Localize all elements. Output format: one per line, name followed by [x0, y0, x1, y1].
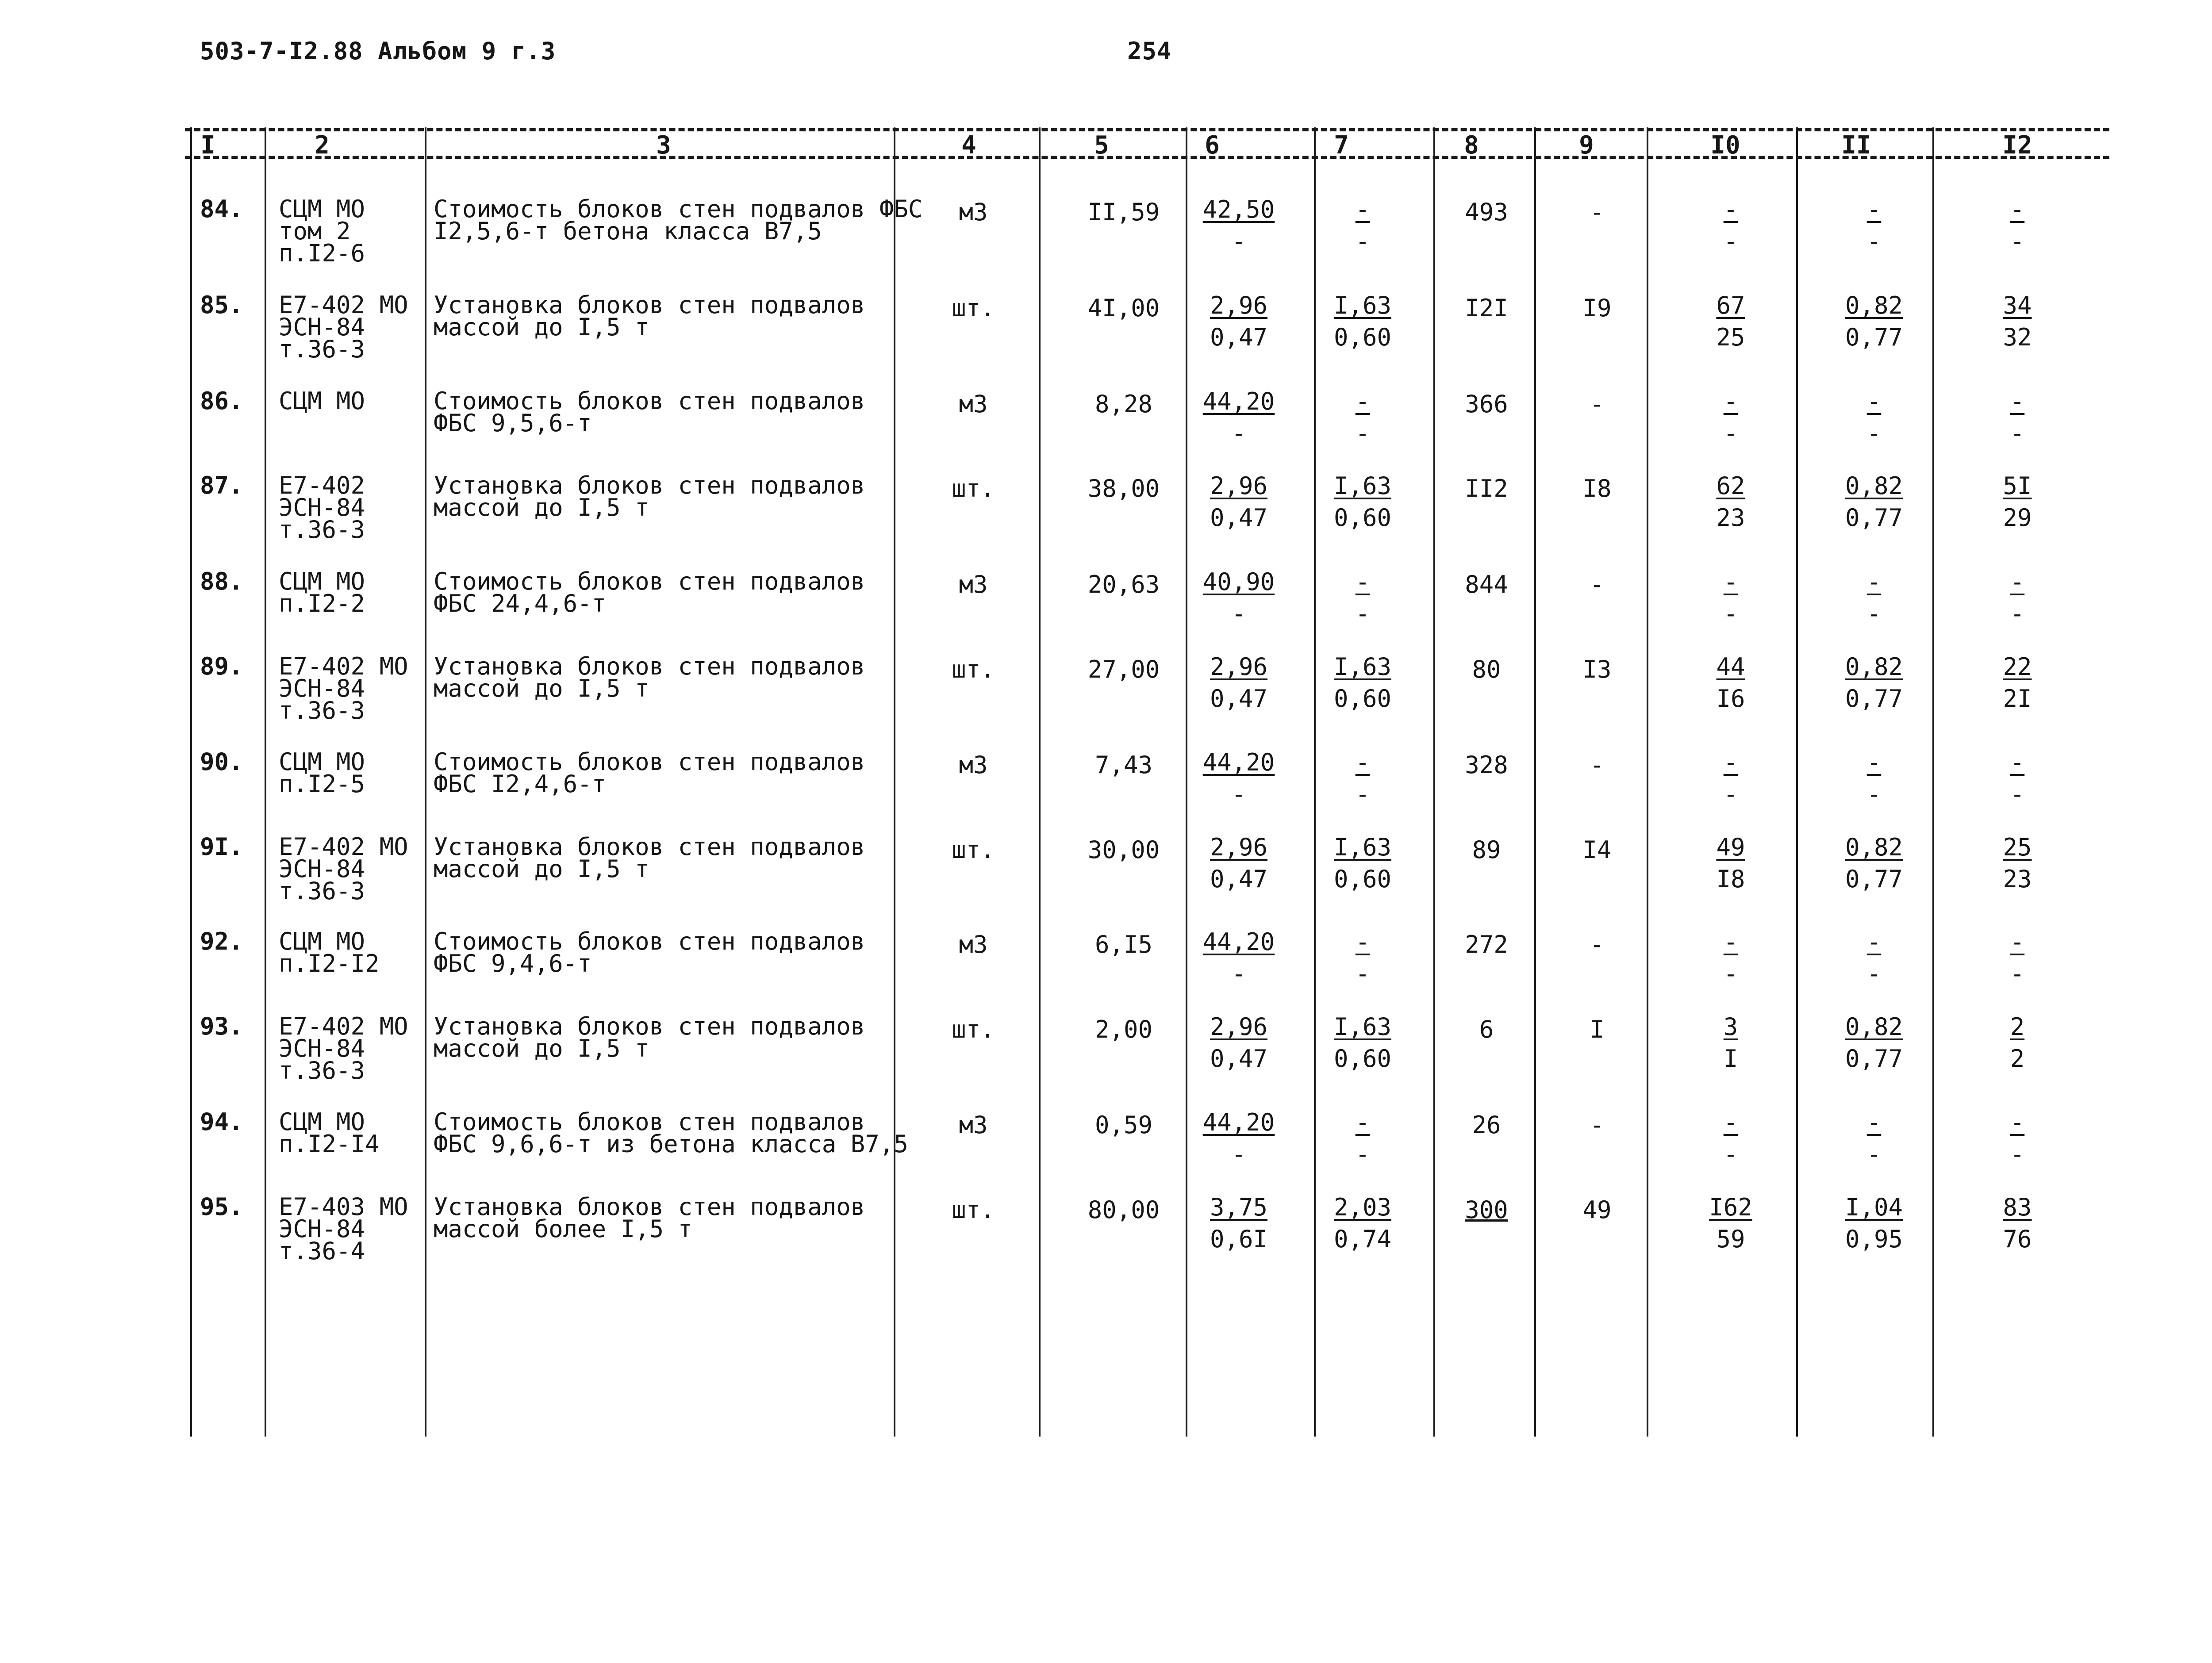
- fraction-numerator: -: [1866, 1108, 1882, 1136]
- fraction-denominator: -: [2010, 960, 2025, 988]
- quantity: 6,I5: [1094, 931, 1153, 958]
- column-separator: [1796, 127, 1798, 1437]
- fraction-c12: [1960, 569, 2075, 627]
- quantity: 38,00: [1087, 475, 1160, 502]
- fraction-denominator: -: [1723, 780, 1738, 808]
- fraction-denominator: 0,60: [1333, 323, 1392, 351]
- fraction-denominator: 2I: [2003, 685, 2032, 713]
- fraction-c11: [1816, 654, 1932, 712]
- fraction-numerator: 0,82: [1845, 472, 1903, 500]
- document-code: 503-7-I2.88 Альбом 9 г.3: [200, 37, 556, 65]
- fraction-denominator: 0,60: [1333, 1045, 1392, 1073]
- fraction-numerator: 44,20: [1202, 1108, 1275, 1136]
- fraction-c7: [1305, 388, 1420, 447]
- fraction-denominator: -: [2010, 1140, 2025, 1168]
- fraction-denominator: -: [1355, 960, 1370, 988]
- fraction-denominator: 32: [2003, 323, 2032, 351]
- fraction-denominator: -: [1723, 960, 1738, 988]
- fraction-numerator: -: [1723, 195, 1738, 223]
- fraction-numerator: 44,20: [1202, 928, 1275, 956]
- norm-reference: СЦМ МО п.I2-5: [279, 748, 365, 798]
- wages: -: [1590, 931, 1605, 958]
- row-number: 84.: [200, 195, 243, 223]
- fraction-denominator: 0,95: [1845, 1225, 1903, 1253]
- fraction-c6: [1181, 196, 1296, 255]
- row-number: 90.: [200, 748, 243, 776]
- wages: I9: [1582, 294, 1612, 322]
- fraction-c10: [1673, 654, 1788, 712]
- row-number: 9I.: [200, 833, 243, 861]
- work-description: Установка блоков стен подвалов массой до I,5 т: [434, 291, 865, 341]
- norm-reference: Е7-402 МО ЭСН-84 т.36-3: [279, 1012, 408, 1084]
- fraction-numerator: -: [2010, 568, 2025, 596]
- fraction-c6: [1181, 1194, 1296, 1253]
- fraction-c12: [1960, 834, 2075, 893]
- work-description: Стоимость блоков стен подвалов ФБС 24,4,6-т: [434, 567, 865, 617]
- fraction-numerator: 44: [1716, 653, 1745, 681]
- fraction-numerator: 49: [1716, 833, 1745, 861]
- fraction-c6: [1181, 1014, 1296, 1072]
- quantity: II,59: [1087, 198, 1160, 226]
- fraction-c11: [1816, 473, 1932, 531]
- fraction-c12: [1960, 1109, 2075, 1168]
- fraction-denominator: -: [1866, 1140, 1882, 1168]
- quantity: 30,00: [1087, 836, 1160, 864]
- fraction-denominator: -: [2010, 227, 2025, 255]
- fraction-denominator: 23: [1716, 504, 1745, 532]
- fraction-c7: [1305, 196, 1420, 255]
- norm-reference: Е7-403 МО ЭСН-84 т.36-4: [279, 1193, 408, 1265]
- fraction-c7: [1305, 1109, 1420, 1168]
- header-rule: [185, 128, 2109, 131]
- wages: I4: [1582, 836, 1612, 864]
- fraction-c7: [1305, 1014, 1420, 1072]
- total-cost: 80: [1472, 655, 1501, 683]
- fraction-numerator: 2,96: [1210, 291, 1268, 319]
- norm-reference: СЦМ МО: [279, 387, 365, 415]
- total-cost: 89: [1472, 836, 1501, 864]
- fraction-numerator: 3,75: [1210, 1193, 1268, 1221]
- fraction-c6: [1181, 569, 1296, 627]
- column-separator: [190, 127, 192, 1437]
- fraction-denominator: 0,77: [1845, 865, 1903, 893]
- fraction-numerator: 62: [1716, 472, 1745, 500]
- column-number: 6: [1205, 131, 1220, 160]
- fraction-c7: [1305, 654, 1420, 712]
- fraction-denominator: 0,77: [1845, 323, 1903, 351]
- fraction-numerator: -: [1866, 568, 1882, 596]
- fraction-numerator: 67: [1716, 291, 1745, 319]
- fraction-numerator: -: [1866, 387, 1882, 415]
- fraction-c7: [1305, 834, 1420, 893]
- column-number: I2: [2002, 131, 2032, 160]
- unit-of-measure: м3: [959, 1111, 988, 1139]
- fraction-c7: [1305, 1194, 1420, 1253]
- fraction-numerator: -: [1723, 387, 1738, 415]
- fraction-c12: [1960, 929, 2075, 987]
- norm-reference: СЦМ МО п.I2-I4: [279, 1108, 380, 1158]
- fraction-c10: [1673, 929, 1788, 987]
- fraction-denominator: 0,77: [1845, 1045, 1903, 1073]
- fraction-c10: [1673, 569, 1788, 627]
- fraction-denominator: 2: [2010, 1045, 2025, 1073]
- fraction-denominator: 0,77: [1845, 685, 1903, 713]
- norm-reference: СЦМ МО п.I2-2: [279, 567, 365, 617]
- fraction-denominator: -: [2010, 419, 2025, 447]
- fraction-c11: [1816, 1109, 1932, 1168]
- column-separator: [265, 127, 266, 1437]
- fraction-c6: [1181, 749, 1296, 808]
- fraction-c11: [1816, 196, 1932, 255]
- wages: 49: [1582, 1196, 1612, 1224]
- work-description: Установка блоков стен подвалов массой более I,5 т: [434, 1193, 865, 1243]
- header-rule: [185, 156, 2109, 159]
- total-cost: 272: [1465, 931, 1508, 958]
- fraction-numerator: -: [1355, 748, 1370, 776]
- norm-reference: Е7-402 МО ЭСН-84 т.36-3: [279, 833, 408, 905]
- unit-of-measure: м3: [959, 390, 988, 418]
- fraction-c10: [1673, 1014, 1788, 1072]
- fraction-denominator: -: [1231, 227, 1246, 255]
- fraction-numerator: I,63: [1333, 653, 1392, 681]
- fraction-denominator: -: [1355, 780, 1370, 808]
- fraction-denominator: -: [1723, 419, 1738, 447]
- fraction-numerator: 2,96: [1210, 833, 1268, 861]
- fraction-c10: [1673, 749, 1788, 808]
- work-description: Стоимость блоков стен подвалов ФБС 9,4,6-т: [434, 927, 865, 977]
- fraction-denominator: -: [1231, 1140, 1246, 1168]
- fraction-c12: [1960, 654, 2075, 712]
- column-number: I: [200, 131, 215, 160]
- fraction-numerator: -: [2010, 1108, 2025, 1136]
- work-description: Установка блоков стен подвалов массой до I,5 т: [434, 833, 865, 883]
- fraction-numerator: 0,82: [1845, 833, 1903, 861]
- fraction-c12: [1960, 749, 2075, 808]
- unit-of-measure: шт.: [952, 294, 995, 322]
- fraction-denominator: 0,47: [1210, 1045, 1268, 1073]
- fraction-numerator: I,63: [1333, 833, 1392, 861]
- quantity: 80,00: [1087, 1196, 1160, 1224]
- column-number: 3: [656, 131, 671, 160]
- unit-of-measure: м3: [959, 571, 988, 598]
- wages: -: [1590, 390, 1605, 418]
- unit-of-measure: шт.: [952, 655, 995, 683]
- column-number: 4: [961, 131, 976, 160]
- norm-reference: Е7-402 ЭСН-84 т.36-3: [279, 471, 365, 544]
- fraction-c12: [1960, 1014, 2075, 1072]
- fraction-numerator: 2: [2010, 1013, 2025, 1041]
- fraction-numerator: -: [1355, 387, 1370, 415]
- fraction-denominator: -: [1231, 960, 1246, 988]
- column-separator: [1039, 127, 1041, 1437]
- fraction-numerator: -: [1355, 195, 1370, 223]
- column-number: 2: [315, 131, 330, 160]
- wages: I: [1590, 1015, 1605, 1043]
- fraction-numerator: -: [1723, 748, 1738, 776]
- unit-of-measure: шт.: [952, 1015, 995, 1043]
- fraction-c7: [1305, 569, 1420, 627]
- fraction-denominator: 0,60: [1333, 504, 1392, 532]
- fraction-denominator: -: [1231, 780, 1246, 808]
- fraction-denominator: 59: [1716, 1225, 1745, 1253]
- fraction-c7: [1305, 929, 1420, 987]
- fraction-denominator: I6: [1716, 685, 1745, 713]
- work-description: Стоимость блоков стен подвалов ФБС 9,5,6-т: [434, 387, 865, 437]
- fraction-numerator: -: [2010, 748, 2025, 776]
- wages: I8: [1582, 475, 1612, 502]
- row-number: 92.: [200, 927, 243, 955]
- fraction-numerator: I,04: [1845, 1193, 1903, 1221]
- fraction-denominator: -: [1866, 780, 1882, 808]
- quantity: 27,00: [1087, 655, 1160, 683]
- fraction-denominator: -: [1355, 600, 1370, 628]
- wages: I3: [1582, 655, 1612, 683]
- fraction-denominator: -: [1866, 227, 1882, 255]
- fraction-c6: [1181, 834, 1296, 893]
- unit-of-measure: шт.: [952, 1196, 995, 1224]
- fraction-numerator: 40,90: [1202, 568, 1275, 596]
- total-cost: 366: [1465, 390, 1508, 418]
- work-description: Установка блоков стен подвалов массой до I,5 т: [434, 652, 865, 702]
- fraction-denominator: -: [1355, 1140, 1370, 1168]
- fraction-numerator: -: [1866, 195, 1882, 223]
- fraction-denominator: 0,60: [1333, 865, 1392, 893]
- quantity: 20,63: [1087, 571, 1160, 598]
- fraction-numerator: -: [1355, 1108, 1370, 1136]
- fraction-denominator: 0,77: [1845, 504, 1903, 532]
- column-separator: [425, 127, 426, 1437]
- fraction-c6: [1181, 654, 1296, 712]
- fraction-denominator: 29: [2003, 504, 2032, 532]
- fraction-denominator: -: [1723, 1140, 1738, 1168]
- fraction-numerator: -: [2010, 387, 2025, 415]
- fraction-numerator: -: [1355, 568, 1370, 596]
- work-description: Стоимость блоков стен подвалов ФБС I2,5,6-т бетона класса В7,5: [434, 195, 923, 245]
- total-cost: 328: [1465, 751, 1508, 779]
- quantity: 0,59: [1094, 1111, 1153, 1139]
- norm-reference: Е7-402 МО ЭСН-84 т.36-3: [279, 652, 408, 724]
- fraction-denominator: 0,47: [1210, 323, 1268, 351]
- row-number: 85.: [200, 291, 243, 319]
- fraction-denominator: -: [1355, 227, 1370, 255]
- quantity: 7,43: [1094, 751, 1153, 779]
- quantity: 4I,00: [1087, 294, 1160, 322]
- fraction-denominator: -: [1866, 419, 1882, 447]
- fraction-numerator: I62: [1709, 1193, 1752, 1221]
- fraction-c10: [1673, 292, 1788, 351]
- total-cost: 6: [1479, 1015, 1494, 1043]
- fraction-c6: [1181, 292, 1296, 351]
- row-number: 86.: [200, 387, 243, 415]
- fraction-numerator: I,63: [1333, 1013, 1392, 1041]
- fraction-numerator: I,63: [1333, 291, 1392, 319]
- column-separator: [1433, 127, 1435, 1437]
- fraction-denominator: -: [1866, 600, 1882, 628]
- fraction-denominator: I8: [1716, 865, 1745, 893]
- norm-reference: Е7-402 МО ЭСН-84 т.36-3: [279, 291, 408, 363]
- quantity: 8,28: [1094, 390, 1153, 418]
- unit-of-measure: м3: [959, 198, 988, 226]
- fraction-c11: [1816, 834, 1932, 893]
- column-number: 5: [1094, 131, 1109, 160]
- fraction-c12: [1960, 473, 2075, 531]
- unit-of-measure: шт.: [952, 475, 995, 502]
- fraction-numerator: 2,96: [1210, 472, 1268, 500]
- fraction-numerator: -: [1723, 568, 1738, 596]
- column-number: 7: [1334, 131, 1349, 160]
- fraction-numerator: 0,82: [1845, 1013, 1903, 1041]
- fraction-numerator: -: [1866, 928, 1882, 956]
- fraction-denominator: 23: [2003, 865, 2032, 893]
- fraction-c10: [1673, 1109, 1788, 1168]
- fraction-numerator: 2,96: [1210, 653, 1268, 681]
- fraction-denominator: -: [1723, 600, 1738, 628]
- wages: -: [1590, 751, 1605, 779]
- fraction-numerator: 42,50: [1202, 195, 1275, 223]
- fraction-c11: [1816, 569, 1932, 627]
- wages: -: [1590, 571, 1605, 598]
- fraction-c10: [1673, 1194, 1788, 1253]
- unit-of-measure: м3: [959, 931, 988, 958]
- total-cost: 300: [1465, 1196, 1508, 1224]
- fraction-numerator: 44,20: [1202, 387, 1275, 415]
- quantity: 2,00: [1094, 1015, 1153, 1043]
- fraction-c7: [1305, 473, 1420, 531]
- wages: -: [1590, 1111, 1605, 1139]
- total-cost: I2I: [1465, 294, 1508, 322]
- row-number: 88.: [200, 567, 243, 595]
- fraction-denominator: 0,47: [1210, 504, 1268, 532]
- fraction-c12: [1960, 292, 2075, 351]
- fraction-denominator: -: [1231, 600, 1246, 628]
- fraction-numerator: -: [2010, 195, 2025, 223]
- total-cost: 26: [1472, 1111, 1501, 1139]
- column-number: 9: [1579, 131, 1594, 160]
- fraction-denominator: -: [1866, 960, 1882, 988]
- norm-reference: СЦМ МО п.I2-I2: [279, 927, 380, 977]
- work-description: Установка блоков стен подвалов массой до I,5 т: [434, 471, 865, 521]
- fraction-denominator: 0,47: [1210, 865, 1268, 893]
- fraction-numerator: -: [2010, 928, 2025, 956]
- fraction-denominator: 0,74: [1333, 1225, 1392, 1253]
- fraction-c7: [1305, 749, 1420, 808]
- fraction-c11: [1816, 929, 1932, 987]
- column-separator: [1932, 127, 1934, 1437]
- fraction-numerator: 5I: [2003, 472, 2032, 500]
- fraction-denominator: -: [1355, 419, 1370, 447]
- row-number: 93.: [200, 1012, 243, 1040]
- total-cost: II2: [1465, 475, 1508, 502]
- unit-of-measure: м3: [959, 751, 988, 779]
- fraction-c12: [1960, 1194, 2075, 1253]
- work-description: Установка блоков стен подвалов массой до I,5 т: [434, 1012, 865, 1062]
- row-number: 95.: [200, 1193, 243, 1221]
- fraction-denominator: 25: [1716, 323, 1745, 351]
- fraction-numerator: 3: [1723, 1013, 1738, 1041]
- fraction-c6: [1181, 1109, 1296, 1168]
- fraction-denominator: -: [1723, 227, 1738, 255]
- unit-of-measure: шт.: [952, 836, 995, 864]
- fraction-c6: [1181, 929, 1296, 987]
- fraction-c10: [1673, 473, 1788, 531]
- work-description: Стоимость блоков стен подвалов ФБС I2,4,6-т: [434, 748, 865, 798]
- fraction-numerator: 34: [2003, 291, 2032, 319]
- total-cost: 493: [1465, 198, 1508, 226]
- fraction-denominator: 0,6I: [1210, 1225, 1268, 1253]
- fraction-numerator: 22: [2003, 653, 2032, 681]
- fraction-c6: [1181, 388, 1296, 447]
- fraction-numerator: 0,82: [1845, 291, 1903, 319]
- fraction-c12: [1960, 388, 2075, 447]
- fraction-c11: [1816, 292, 1932, 351]
- fraction-denominator: -: [2010, 600, 2025, 628]
- fraction-c7: [1305, 292, 1420, 351]
- fraction-numerator: 2,96: [1210, 1013, 1268, 1041]
- fraction-numerator: 0,82: [1845, 653, 1903, 681]
- fraction-denominator: 0,47: [1210, 685, 1268, 713]
- row-number: 87.: [200, 471, 243, 499]
- fraction-c10: [1673, 196, 1788, 255]
- fraction-c10: [1673, 388, 1788, 447]
- fraction-c12: [1960, 196, 2075, 255]
- fraction-denominator: I: [1723, 1045, 1738, 1073]
- fraction-c11: [1816, 1014, 1932, 1072]
- fraction-c10: [1673, 834, 1788, 893]
- column-number: I0: [1710, 131, 1740, 160]
- wages: -: [1590, 198, 1605, 226]
- row-number: 94.: [200, 1108, 243, 1136]
- fraction-denominator: 0,60: [1333, 685, 1392, 713]
- fraction-numerator: -: [1866, 748, 1882, 776]
- column-separator: [1647, 127, 1648, 1437]
- fraction-numerator: -: [1723, 1108, 1738, 1136]
- column-number: 8: [1464, 131, 1479, 160]
- fraction-c11: [1816, 749, 1932, 808]
- fraction-numerator: 2,03: [1333, 1193, 1392, 1221]
- fraction-numerator: I,63: [1333, 472, 1392, 500]
- total-cost: 844: [1465, 571, 1508, 598]
- fraction-numerator: -: [1723, 928, 1738, 956]
- fraction-denominator: -: [2010, 780, 2025, 808]
- fraction-c6: [1181, 473, 1296, 531]
- fraction-c11: [1816, 1194, 1932, 1253]
- column-number: II: [1841, 131, 1871, 160]
- row-number: 89.: [200, 652, 243, 680]
- fraction-numerator: 83: [2003, 1193, 2032, 1221]
- fraction-numerator: 44,20: [1202, 748, 1275, 776]
- column-separator: [1534, 127, 1536, 1437]
- fraction-numerator: -: [1355, 928, 1370, 956]
- norm-reference: СЦМ МО том 2 п.I2-6: [279, 195, 365, 267]
- fraction-denominator: -: [1231, 419, 1246, 447]
- fraction-c11: [1816, 388, 1932, 447]
- fraction-numerator: 25: [2003, 833, 2032, 861]
- column-separator: [894, 127, 895, 1437]
- work-description: Стоимость блоков стен подвалов ФБС 9,6,6-т из бетона класса В7,5: [434, 1108, 908, 1158]
- fraction-denominator: 76: [2003, 1225, 2032, 1253]
- page-number: 254: [1127, 37, 1172, 65]
